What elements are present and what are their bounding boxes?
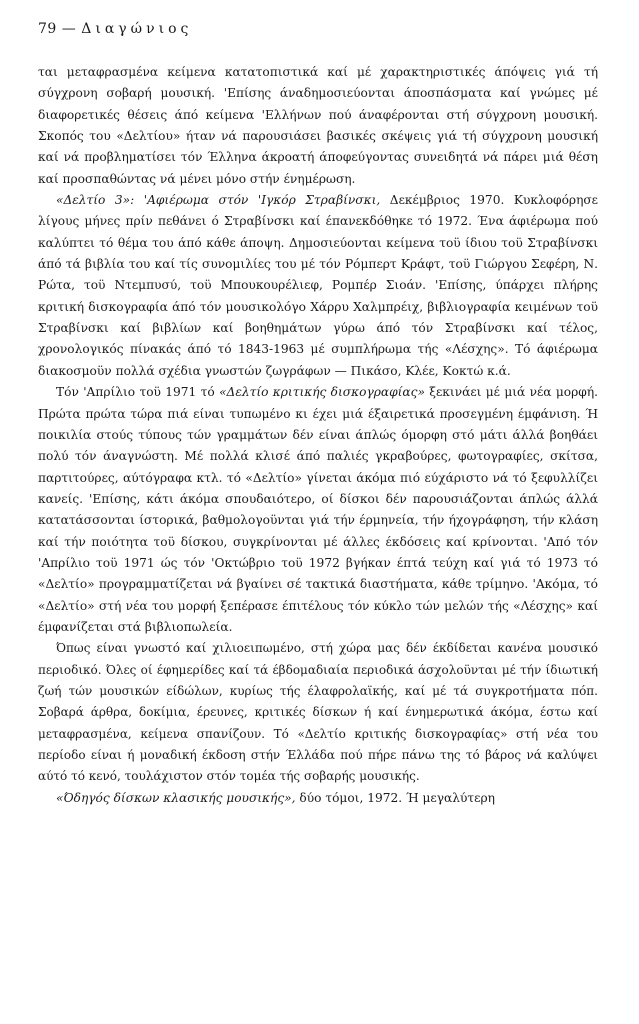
paragraph-3-text-b: ξεκινάει μέ μιά νέα μορφή. Πρώτα πρώτα τώρα πιά είναι τυπωμένο κι έχει μιά έξαιρετικά προσεγμένη έμφάνιση. Ή ποικιλία στούς τύπους τών γραμμάτων δέν είναι άπλώς όμορφη στό μάτι άλλά βοηθάει πολύ τόν άναγνώστη. Μέ πολλά κλισέ άπό παλιές γκραβούρες, φωτογραφίες, σκίτσα, παρτιτούρες, αύτόγραφα κτλ. τό «Δελτίο» γίνεται άκόμα πιό εύχάριστο νά τό ξεφυλλίζει κανείς. 'Επίσης, κάτι άκόμα σπουδαιότερο, οί δίσκοι δέν παρουσιάζονται άπλώς άλλά κατατάσσονται ίστορικά, βαθμολογοϋνται γιά τήν έρμηνεία, τήν ήχογράφηση, τήν κλάση καί τήν ποιότητα τοϋ δίσκου, συγκρίνονται μέ άλλες έκδόσεις καί κρίνονται. 'Από τόν 'Απρίλιο τοϋ 1971 ώς τόν 'Οκτώβριο τοϋ 1972 βγήκαν έπτά τεύχη καί γιά τό 1973 τό «Δελτίο» προγραμματίζεται νά βγαίνει σέ τακτικά διαστήματα, κάθε τρίμηνο. 'Ακόμα, τό «Δελτίο» στή νέα του μορφή ξεπέρασε έπιτέλους τόν κύκλο τών μελών τής «Λέσχης» καί έμφανίζεται στά βιβλιοπωλεία. [38, 385, 598, 634]
paragraph-5-italic-heading: «Όδηγός δίσκων κλασικής μουσικής», [56, 790, 296, 805]
body-text [38, 62, 598, 809]
paragraph-3-italic-title: «Δελτίο κριτικής δισκογραφίας» [219, 385, 425, 400]
running-title: Διαγώνιος [81, 21, 193, 37]
paragraph-2 [38, 190, 598, 382]
paragraph-4-text: Όπως είναι γνωστό καί χιλιοειπωμένο, στή χώρα μας δέν έκδίδεται κανένα μουσικό περιοδικό. Όλες οί έφημερίδες καί τά έβδομαδιαία περιοδικά άσχολοϋνται μέ τήν ίδιωτική ζωή τών μουσικών είδώλων, κυρίως τής έλαφρολαϊκής, καί μέ τά συγκροτήματα πόπ. Σοβαρά άρθρα, δοκίμια, έρευνες, κριτικές δίσκων ή καί ένημερωτικά άκόμα, έστω καί μεταφρασμένα, κείμενα σπανίζουν. Τό «Δελτίο κριτικής δισκογραφίας» στή νέα του περίοδο είναι ή μοναδική έκδοση στήν Έλλάδα πού πήρε πάνω της τό βάρος νά καλύψει αύτό τό κενό, τουλάχιστον στόν τομέα τής σοβαρής μουσικής. [38, 641, 598, 784]
paragraph-2-italic-heading: «Δελτίο 3»: 'Αφιέρωμα στόν 'Ιγκόρ Στραβίνσκι, [56, 193, 381, 208]
paragraph-5-text: δύο τόμοι, 1972. Ή μεγαλύτερη [295, 790, 495, 805]
paragraph-5 [38, 788, 598, 809]
header-separator: — [61, 21, 77, 37]
page-number: 79 [38, 21, 57, 37]
running-header [38, 20, 598, 38]
book-page [38, 20, 598, 1010]
paragraph-1 [38, 62, 598, 190]
paragraph-3 [38, 382, 598, 638]
paragraph-4 [38, 638, 598, 787]
paragraph-3-text-a: Τόν 'Απρίλιο τοϋ 1971 τό [56, 385, 220, 400]
paragraph-1-text: ται μεταφρασμένα κείμενα κατατοπιστικά καί μέ χαρακτηριστικές άπόψεις γιά τή σύγχρονη σοβαρή μουσική. 'Επίσης άναδημοσιεύονται άποσπάσματα καί γνώμες μέ διαφορετικές θέσεις άπό κείμενα 'Ελλήνων πού άναφέρονται στή σύγχρονη μουσική. Σκοπός του «Δελτίου» ήταν νά παρουσιάσει βασικές σκέψεις γιά τή σύγχρονη μουσική καί νά προβληματίσει τόν Έλληνα άκροατή άποφεύγοντας συνειδητά νά πάρει μιά θέση καί προσπαθώντας νά μένει μόνο στήν ένημέρωση. [38, 65, 598, 186]
paragraph-2-text: Δεκέμβριος 1970. Κυκλοφόρησε λίγους μήνες πρίν πεθάνει ό Στραβίνσκι καί έπανεκδόθηκε τό 1972. Ένα άφιέρωμα πού καλύπτει τό θέμα του άπό κάθε άποψη. Δημοσιεύονται κείμενα τοϋ ίδιου τοϋ Στραβίνσκι άπό τά βιβλία του καί τίς συνομιλίες του μέ τόν Ρόμπερτ Κράφτ, τοϋ Γιώργου Σεφέρη, Ν. Ρώτα, τοϋ Ντεμπυσύ, τοϋ Μπουκουρέλιεφ, Ρομπέρ Σιοάν. 'Επίσης, ύπάρχει πλήρης κριτική δισκογραφία άπό τόν μουσικολόγο Χάρρυ Χαλμπρέιχ, βιβλιογραφία κειμένων τοϋ Στραβίνσκι καί βιβλίων καί βοηθημάτων γύρω άπό τόν Στραβίνσκι καί τέλος, χρονολογικός πίνακάς άπό τό 1843-1963 μέ συμπλήρωμα τής «Λέσχης». Τό άφιέρωμα διακοσμοϋν πολλά σχέδια γνωστών ζωγράφων — Πικάσο, Κλέε, Κοκτώ κ.ά. [38, 193, 599, 378]
